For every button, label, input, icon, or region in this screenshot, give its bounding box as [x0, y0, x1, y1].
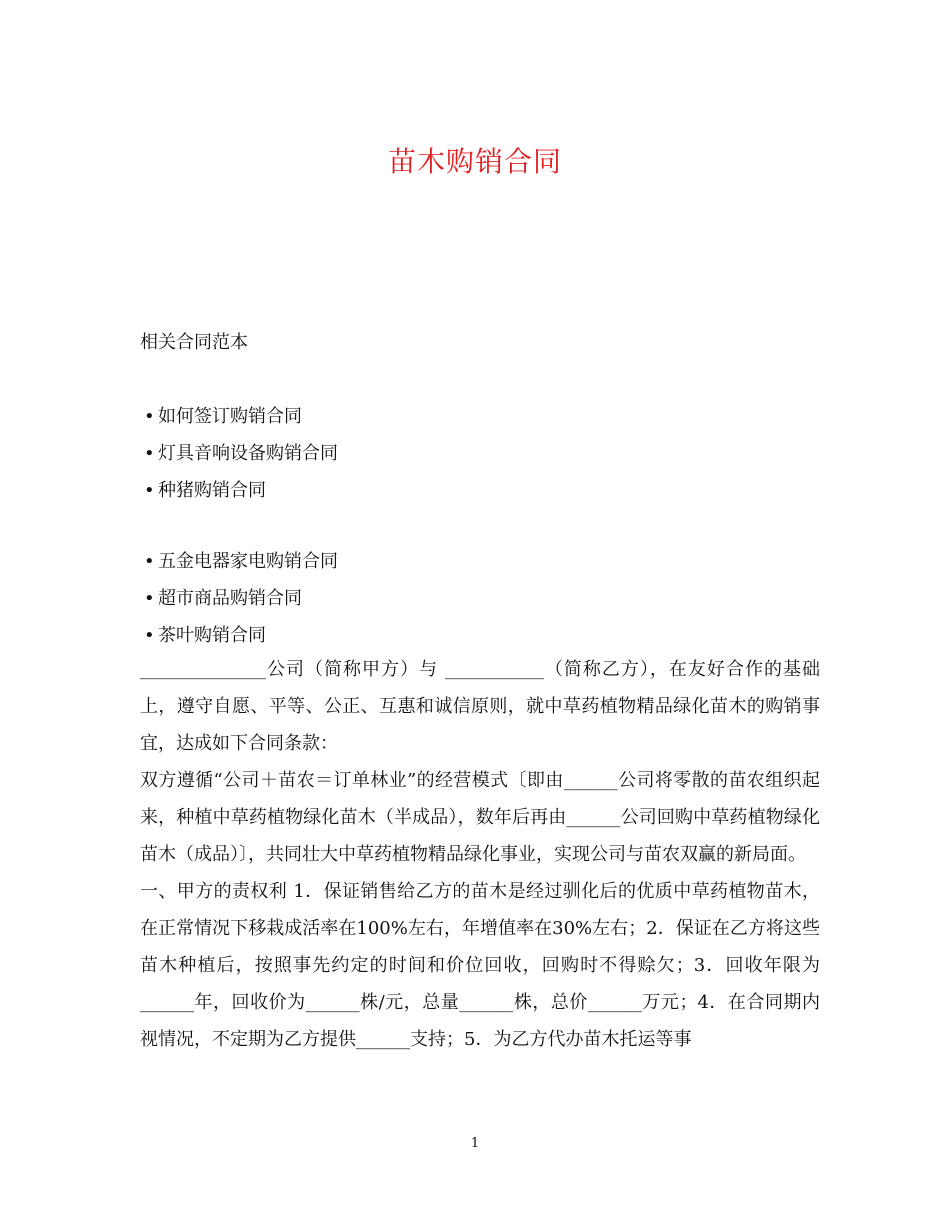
related-list-2 — [140, 543, 820, 654]
bullet-icon: • — [144, 551, 155, 572]
list-item[interactable] — [140, 543, 820, 580]
paragraph-preamble: ______________公司（简称甲方）与 ___________（简称乙方），在友好合作的基础上，遵守自愿、平等、公正、互惠和诚信原则，就中草药植物精品绿化苗木的购销事宜，达成如下合同条款： — [140, 659, 820, 754]
list-item[interactable] — [140, 435, 820, 472]
list-item[interactable] — [140, 617, 820, 654]
list-item-label: 如何签订购销合同 — [158, 406, 302, 427]
document-title: 苗木购销合同 — [387, 145, 562, 178]
list-item-label: 超市商品购销合同 — [158, 588, 302, 609]
list-item[interactable] — [140, 398, 820, 435]
bullet-icon: • — [144, 480, 155, 501]
page-number: 1 — [470, 1136, 480, 1151]
list-item[interactable] — [140, 580, 820, 617]
list-item-label: 灯具音响设备购销合同 — [158, 443, 338, 464]
contract-body — [140, 651, 820, 1058]
bullet-icon: • — [144, 443, 155, 464]
bullet-icon: • — [144, 406, 155, 427]
related-heading: 相关合同范本 — [140, 332, 248, 353]
bullet-icon: • — [144, 588, 155, 609]
paragraph-model: 双方遵循“公司＋苗农＝订单林业”的经营模式〔即由______公司将零散的苗农组织起来，种植中草药植物绿化苗木（半成品），数年后再由______公司回购中草药植物绿化苗木（成品）〕，共同壮大中草药植物精品绿化事业，实现公司与苗农双赢的新局面。 — [140, 770, 820, 865]
list-item-label: 五金电器家电购销合同 — [158, 551, 338, 572]
list-item-label: 种猪购销合同 — [158, 480, 266, 501]
related-list-1 — [140, 398, 820, 509]
list-item[interactable] — [140, 472, 820, 509]
bullet-icon: • — [144, 625, 155, 646]
paragraph-party-a-duties: 一、甲方的责权利 1．保证销售给乙方的苗木是经过驯化后的优质中草药植物苗木，在正常情况下移栽成活率在100%左右，年增值率在30%左右；2．保证在乙方将这些苗木种植后，按照事先约定的时间和价位回收，回购时不得赊欠；3．回收年限为______年，回收价为______株/元，总量______株，总价______万元；4．在合同期内视情况，不定期为乙方提供______支持；5．为乙方代办苗木托运等事 — [140, 881, 820, 1050]
list-item-label: 茶叶购销合同 — [158, 625, 266, 646]
